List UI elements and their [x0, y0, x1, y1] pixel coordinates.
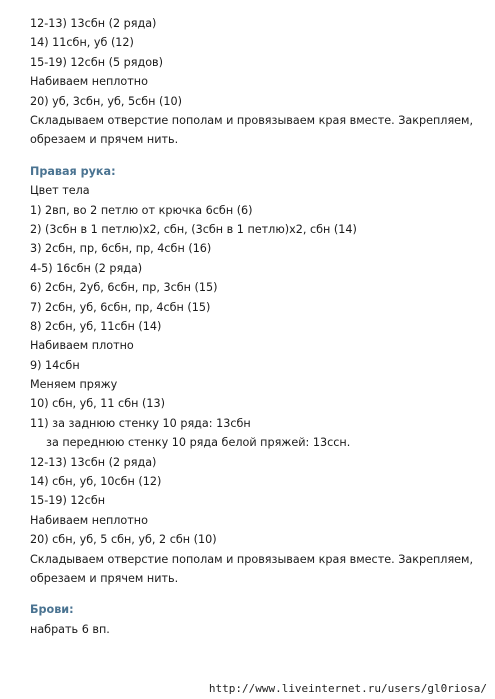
text-line: Меняем пряжу: [30, 378, 118, 392]
text-line: 10) сбн, уб, 11 сбн (13): [30, 397, 165, 411]
section-gap: [30, 150, 485, 162]
text-line: Набиваем неплотно: [30, 513, 148, 527]
text-line: 20) сбн, уб, 5 сбн, уб, 2 сбн (10): [30, 533, 217, 547]
text-line: 11) за заднюю стенку 10 ряда: 13сбн: [30, 416, 251, 430]
section-heading: Брови:: [30, 603, 74, 617]
text-line: Цвет тела: [30, 184, 90, 198]
section-left-arm-end: [30, 14, 485, 150]
text-line: 8) 2сбн, уб, 11сбн (14): [30, 319, 162, 333]
closing-paragraph: Складываем отверстие пополам и провязываем края вместе. Закрепляем, обрезаем и прячем нить.: [30, 113, 474, 147]
text-line: 20) уб, 3сбн, уб, 5сбн (10): [30, 94, 183, 108]
text-line: 3) 2сбн, пр, 6сбн, пр, 4сбн (16): [30, 242, 212, 256]
text-line: 14) 11сбн, уб (12): [30, 36, 134, 50]
text-line: 7) 2сбн, уб, 6сбн, пр, 4сбн (15): [30, 300, 211, 314]
text-line: 9) 14сбн: [30, 358, 80, 372]
text-line: 14) сбн, уб, 10сбн (12): [30, 475, 162, 489]
section-brows: [30, 600, 485, 639]
document-content: [30, 14, 485, 639]
section-gap: [30, 588, 485, 600]
text-line: Набиваем неплотно: [30, 75, 148, 89]
text-line: набрать 6 вп.: [30, 622, 110, 636]
section-right-arm: [30, 162, 485, 589]
text-line: 1) 2вп, во 2 петлю от крючка 6сбн (6): [30, 203, 253, 217]
section-heading: Правая рука:: [30, 164, 116, 178]
text-line: 2) (3сбн в 1 петлю)х2, сбн, (3сбн в 1 петлю)х2, сбн (14): [30, 222, 357, 236]
text-line: 6) 2сбн, 2уб, 6сбн, пр, 3сбн (15): [30, 281, 218, 295]
indented-text-line: за переднюю стенку 10 ряда белой пряжей: 13ссн.: [46, 436, 351, 450]
text-line: 4-5) 16сбн (2 ряда): [30, 261, 143, 275]
text-line: 12-13) 13сбн (2 ряда): [30, 17, 157, 30]
text-line: 15-19) 12сбн (5 рядов): [30, 55, 163, 69]
text-line: Набиваем плотно: [30, 339, 134, 353]
source-url-watermark: http://www.liveinternet.ru/users/gl0riosa/: [208, 682, 487, 695]
text-line: 12-13) 13сбн (2 ряда): [30, 455, 157, 469]
closing-paragraph: Складываем отверстие пополам и провязываем края вместе. Закрепляем, обрезаем и прячем нить.: [30, 552, 474, 585]
text-line: 15-19) 12сбн: [30, 494, 106, 508]
